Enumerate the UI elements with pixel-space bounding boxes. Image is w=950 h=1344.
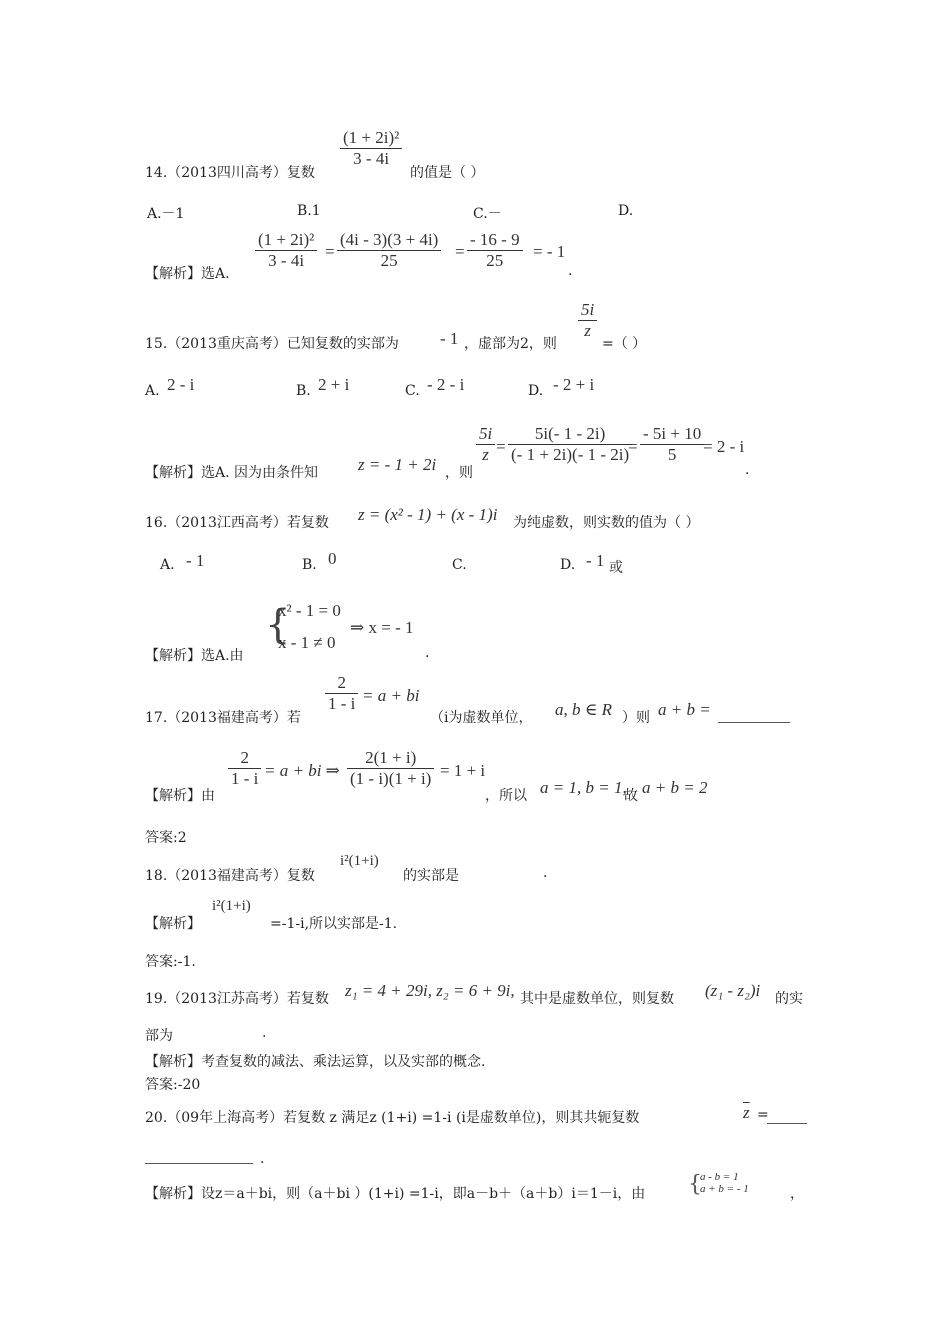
q15-real: - 1: [440, 329, 459, 348]
q14-stem-before: 14.（2013四川高考）复数: [145, 165, 315, 181]
q16-opt-a-value: - 1: [186, 551, 205, 570]
q14-option-b: B.1: [297, 203, 321, 219]
q20-conj: $\overline{z}$: [743, 1103, 750, 1122]
q17-sol-frac1-num: 2: [228, 748, 261, 769]
q17-ab-vals: a = 1, b = 1,: [540, 778, 627, 797]
q14-sol-frac1-den: 3 - 4i: [268, 251, 305, 270]
q17-sol-frac2: [347, 748, 434, 789]
q20-left-brace: {: [688, 1172, 702, 1197]
q15-then: ，则: [445, 465, 473, 481]
q20-comma: ，: [790, 1186, 804, 1202]
q17-fraction: [325, 673, 358, 714]
q15-opt-a-value: 2 - i: [167, 375, 195, 394]
q17-sol-frac2-den: (1 - i)(1 + i): [350, 769, 432, 788]
q15-opt-b-label: B.: [296, 383, 311, 399]
q17-then: ）则: [622, 710, 650, 726]
q16-sys-line2: x - 1 ≠ 0: [278, 633, 336, 652]
q16-opt-a-label: A.: [160, 557, 175, 573]
q15-sol-frac2: [508, 424, 632, 465]
q19-line2: 部为: [145, 1028, 173, 1044]
q16-z-expr: z = (x² - 1) + (x - 1)i: [358, 505, 498, 524]
q18-stem-before: 18.（2013福建高考）复数: [145, 868, 315, 884]
q14-sol-frac3: [467, 230, 523, 271]
q14-eq1: =: [325, 242, 335, 261]
q14-stem: [145, 162, 315, 182]
q14-sol-frac2-den: 25: [380, 251, 398, 270]
q18-sol-tail: =-1-i,所以实部是-1.: [270, 916, 398, 932]
q15-sol-frac1-num: 5i: [476, 424, 495, 445]
q20-stem: 20.（09年上海高考）若复数 z 满足z (1+i) =1-i (i是虚数单位)，则其共轭复数: [145, 1110, 640, 1126]
q15-opt-d-label: D.: [528, 383, 544, 399]
q14-sol-tail: = - 1: [533, 242, 566, 261]
q15-sol-frac3: [640, 424, 704, 465]
q14-sol-frac3-den: 25: [486, 251, 504, 270]
q20-sys2: a + b = - 1: [700, 1183, 749, 1195]
q17-hence: 故: [624, 788, 638, 804]
q15-opt-a-label: A.: [145, 383, 160, 399]
q14-option-d: D.: [618, 203, 634, 219]
q14-option-c: C.－: [473, 206, 502, 222]
q16-opt-d-suffix: 或: [609, 560, 623, 576]
q18-stem-after: 的实部是: [403, 868, 459, 884]
q14-analysis-label: 【解析】选A.: [145, 266, 230, 282]
q14-sol-frac2: [337, 230, 441, 271]
q15-opt-c-label: C.: [405, 383, 420, 399]
q16-stem-after: 为纯虚数，则实数的值为（ ）: [513, 515, 700, 531]
q15-eq1: =: [496, 437, 506, 456]
q17-frac-num: 2: [325, 673, 358, 694]
q19-analysis: 【解析】考查复数的减法、乘法运算，以及实部的概念.: [145, 1054, 486, 1070]
q19-answer: 答案:-20: [145, 1077, 201, 1093]
q18-period: .: [543, 865, 548, 881]
q19-stem-after: 的实: [775, 991, 803, 1007]
q16-analysis-label: 【解析】选A.由: [145, 648, 244, 664]
q18-sol-expr: i²(1+i): [212, 898, 251, 914]
q16-opt-d-value: - 1: [586, 551, 605, 570]
q20-answer-blank-1[interactable]: [767, 1107, 807, 1124]
q14-fraction: [340, 128, 402, 169]
q16-opt-b-value: 0: [328, 549, 337, 568]
q14-frac-den: 3 - 4i: [353, 149, 390, 168]
q15-period: .: [745, 462, 750, 478]
q15-sol-frac2-num: 5i(- 1 - 2i): [508, 424, 632, 445]
q17-sol-tail: = 1 + i: [440, 761, 486, 780]
q17-result: a + b = 2: [642, 778, 708, 797]
q17-stem-before: 17.（2013福建高考）若: [145, 710, 301, 726]
q15-stem-text: 15.（2013重庆高考）已知复数的实部为: [145, 336, 399, 352]
q15-opt-b-value: 2 + i: [318, 375, 350, 394]
q16-sys-line1: x² - 1 = 0: [278, 601, 341, 620]
q15-opt-c-value: - 2 - i: [427, 375, 465, 394]
q17-answer: 答案:2: [145, 830, 187, 846]
q18-expr: i²(1+i): [340, 853, 379, 869]
q16-stem-before: 16.（2013江西高考）若复数: [145, 515, 329, 531]
q19-stem-mid: 其中是虚数单位，则复数: [520, 991, 674, 1007]
q14-sol-frac3-num: - 16 - 9: [467, 230, 523, 251]
q15-opt-d-value: - 2 + i: [553, 375, 595, 394]
q14-sol-frac2-num: (4i - 3)(3 + 4i): [337, 230, 441, 251]
q16-opt-c-label: C.: [452, 557, 467, 573]
q14-stem-after: 的值是（ ）: [410, 165, 485, 181]
q17-sol-frac1: [228, 748, 261, 789]
q16-implies: ⇒ x = - 1: [350, 618, 414, 637]
q14-frac-num: (1 + 2i)²: [340, 128, 402, 149]
q14-period: .: [568, 263, 573, 279]
q17-analysis-label: 【解析】由: [145, 788, 215, 804]
q15-eq2: =: [628, 437, 638, 456]
q17-cond: a, b ∈ R: [555, 700, 612, 719]
q14-sol-frac1: [255, 230, 317, 271]
q17-paren: （i为虚数单位，: [430, 710, 533, 726]
q16-period: .: [425, 645, 430, 661]
q17-eq: = a + bi: [362, 686, 420, 705]
q14-option-a: A.－1: [147, 206, 185, 222]
q19-z-expr: z₁ = 4 + 29i, z₂ = 6 + 9i,: [345, 981, 515, 1000]
q19-stem-before: 19.（2013江苏高考）若复数: [145, 991, 329, 1007]
q15-z-expr: z = - 1 + 2i: [358, 455, 437, 474]
q17-sol-frac1-den: 1 - i: [231, 769, 259, 788]
q20-period: .: [260, 1151, 265, 1167]
q15-fraction: [578, 300, 597, 341]
q15-analysis-label: 【解析】选A. 因为由条件知: [145, 465, 319, 481]
q16-left-brace: {: [265, 602, 291, 648]
q19-expr: (z₁ - z₂)i: [705, 981, 761, 1000]
q15-stem: [145, 333, 399, 353]
q15-sol-frac3-num: - 5i + 10: [640, 424, 704, 445]
q16-opt-d-label: D.: [560, 557, 576, 573]
q16-opt-b-label: B.: [302, 557, 317, 573]
q17-so: ，所以: [485, 788, 527, 804]
q14-eq2: =: [455, 242, 465, 261]
q20-answer-blank-2[interactable]: [145, 1147, 253, 1164]
q20-eq: =: [757, 1107, 769, 1123]
q15-stem-mid: ，虚部为2，则: [464, 336, 557, 352]
q18-answer: 答案:-1.: [145, 954, 196, 970]
q19-period: .: [262, 1025, 267, 1041]
q15-sol-frac1: [476, 424, 495, 465]
q17-frac-den: 1 - i: [328, 694, 356, 713]
q15-sol-frac1-den: z: [482, 445, 489, 464]
q15-sol-tail: = 2 - i: [703, 437, 745, 456]
q20-sys1: a - b = 1: [700, 1171, 739, 1183]
q20-analysis: 【解析】设z＝a＋bi，则（a＋bi ）(1+i) =1-i，即a－b＋（a＋b）i＝1－i，由: [145, 1186, 646, 1202]
q15-sol-frac3-den: 5: [667, 445, 677, 464]
q15-frac-den: z: [584, 321, 591, 340]
q17-answer-blank[interactable]: [718, 704, 790, 723]
q15-sol-frac2-den: (- 1 + 2i)(- 1 - 2i): [511, 445, 630, 464]
q17-sol-mid: = a + bi ⇒: [264, 761, 340, 780]
q14-sol-frac1-num: (1 + 2i)²: [255, 230, 317, 251]
q15-stem-after: =（ ）: [602, 336, 647, 352]
q15-frac-num: 5i: [578, 300, 597, 321]
q17-sol-frac2-num: 2(1 + i): [347, 748, 434, 769]
q17-ask: a + b =: [658, 700, 711, 719]
q18-analysis-label: 【解析】: [145, 916, 201, 932]
